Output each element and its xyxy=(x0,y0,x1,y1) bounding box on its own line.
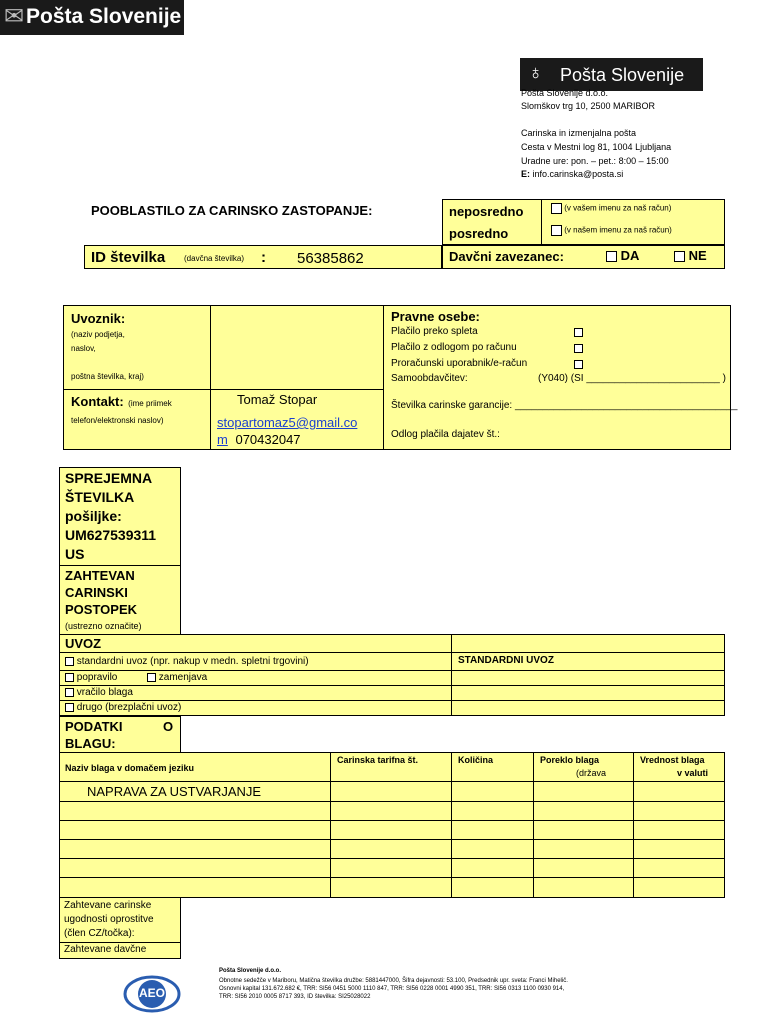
legal-budget: Proračunski uporabnik/e-račun xyxy=(391,358,528,369)
footer-l2: Obnotne sedežče v Mariboru, Matična številka družbe: 5881447000, Šifra dejavnosti: 53.100, Predsednik upr. sveta: Franci Mihelič. xyxy=(219,978,568,984)
contact-name[interactable]: Tomaž Stopar xyxy=(237,392,318,407)
contact-email-phone xyxy=(217,432,301,447)
standard-checkbox[interactable] xyxy=(65,657,74,666)
footer-l4: TRR: SI56 2010 0005 8717 393, ID številka: SI25028022 xyxy=(219,994,371,1000)
exchange-checkbox[interactable] xyxy=(147,673,156,682)
uvoz-exchange-option[interactable] xyxy=(147,672,207,683)
importer-line-2: naslov, xyxy=(71,344,96,353)
goods-col-line-3 xyxy=(533,753,534,897)
logo-text: Pošta Slovenije xyxy=(26,5,182,28)
contact-sub-2: telefon/elektronski naslov) xyxy=(71,416,164,425)
contact-label: Kontakt: xyxy=(71,394,124,409)
importer-line-3: poštna številka, kraj) xyxy=(71,372,144,381)
shipment-l2: ŠTEVILKA xyxy=(65,489,135,505)
representation-box xyxy=(442,199,725,245)
legal-title: Pravne osebe: xyxy=(391,309,480,324)
contact-sub-1: (ime priimek xyxy=(128,399,172,408)
shipment-number-box xyxy=(59,467,181,566)
uvoz-row-line-3 xyxy=(60,685,724,686)
legal-entities-box xyxy=(383,305,738,450)
uvoz-row-line-2 xyxy=(60,670,724,671)
authorization-title: POOBLASTILO ZA CARINSKO ZASTOPANJE: xyxy=(91,203,373,218)
exchange-label: zamenjava xyxy=(158,672,208,683)
procedure-l4: (ustrezno označite) xyxy=(65,621,142,631)
id-label: ID številka xyxy=(91,249,166,266)
uvoz-other-option[interactable] xyxy=(65,702,181,713)
budget-checkbox[interactable] xyxy=(574,360,583,369)
tax-payer-label: Davčni zavezanec: xyxy=(449,249,564,264)
importer-label-cell xyxy=(63,305,211,390)
other-checkbox[interactable] xyxy=(65,703,74,712)
goods-title-o: O xyxy=(163,719,174,734)
contact-value-cell xyxy=(210,389,384,450)
col-origin-sub: (država xyxy=(576,768,607,778)
posredno-note: (v našem imenu za naš račun) xyxy=(564,225,672,235)
contact-email-link[interactable]: stopartomaz5@gmail.co xyxy=(217,415,358,430)
legal-deferred: Plačilo z odlogom po računu xyxy=(391,342,517,353)
tax-da-option[interactable] xyxy=(606,248,639,263)
col-tariff-header: Carinska tarifna št. xyxy=(337,755,419,765)
goods-col-line-4 xyxy=(633,753,634,897)
goods-row-line-2 xyxy=(60,801,724,802)
deferred-checkbox[interactable] xyxy=(574,344,583,353)
goods-row-line-5 xyxy=(60,858,724,859)
goods-col-line-2 xyxy=(451,753,452,897)
procedure-l1: ZAHTEVAN xyxy=(65,568,135,583)
id-value[interactable]: 56385862 xyxy=(297,250,364,267)
shipment-number[interactable]: UM627539311 xyxy=(65,527,157,543)
col-origin-header: Poreklo blaga xyxy=(540,755,600,765)
da-checkbox[interactable] xyxy=(606,251,617,262)
goods-title-1: PODATKI xyxy=(65,719,123,734)
goods-table xyxy=(59,752,725,898)
goods-row-line-3 xyxy=(60,820,724,821)
exemptions-l3: (člen CZ/točka): xyxy=(64,928,135,939)
dept-street: Cesta v Mestni log 81, 1004 Ljubljana xyxy=(521,142,672,152)
col-value-sub: v valuti xyxy=(677,768,709,778)
legal-self-code[interactable]: (Y040) (SI ________________________ ) xyxy=(538,373,726,384)
contact-phone[interactable]: 070432047 xyxy=(235,432,301,447)
footer-l3: Osnovni kapital 131.672.682 €, TRR: SI56 0451 5000 1110 847, TRR: SI56 0228 0001 4990 351, TRR: SI56 0313 1100 0930 914, xyxy=(219,986,565,992)
online-checkbox[interactable] xyxy=(574,328,583,337)
contact-email-link-end[interactable]: m xyxy=(217,432,228,447)
divider xyxy=(541,200,542,244)
neposredno-option[interactable] xyxy=(551,203,671,214)
uvoz-return-option[interactable] xyxy=(65,687,133,698)
shipment-l3: pošiljke: xyxy=(65,508,122,524)
goods-item-1[interactable]: NAPRAVA ZA USTVARJANJE xyxy=(87,784,262,799)
id-colon: : xyxy=(261,249,266,266)
goods-title-box xyxy=(59,716,181,753)
ne-label: NE xyxy=(688,248,707,263)
contact-label-cell xyxy=(63,389,211,450)
exemptions-box xyxy=(59,897,181,943)
col-qty-header: Količina xyxy=(458,755,494,765)
goods-row-line-4 xyxy=(60,839,724,840)
posredno-checkbox[interactable] xyxy=(551,225,562,236)
return-label: vračilo blaga xyxy=(76,687,133,698)
repair-label: popravilo xyxy=(76,672,118,683)
legal-guarantee[interactable]: Številka carinske garancije: ________________________________________ xyxy=(391,400,738,411)
aeo-badge xyxy=(122,972,182,1016)
id-sub: (davčna številka) xyxy=(184,254,245,263)
col-name-header: Naziv blaga v domačem jeziku xyxy=(65,763,195,773)
exemptions-l1: Zahtevane carinske xyxy=(64,900,152,911)
goods-row-line-1 xyxy=(60,781,724,782)
uvoz-row-line-1 xyxy=(60,652,724,653)
importer-label: Uvoznik: xyxy=(71,311,126,326)
posta-logo-top-left xyxy=(0,0,184,35)
tax-exemptions-box xyxy=(59,942,181,959)
legal-deferral[interactable]: Odlog plačila dajatev št.: xyxy=(391,429,500,440)
neposredno-note: (v vašem imenu za naš račun) xyxy=(564,203,672,213)
shipment-number-suffix[interactable]: US xyxy=(65,546,85,562)
legal-self: Samoobdavčitev: xyxy=(391,373,468,384)
tax-exemptions-label: Zahtevane davčne xyxy=(64,944,147,955)
email-label: E: xyxy=(521,169,530,179)
other-label: drugo (brezplačni uvoz) xyxy=(76,702,182,713)
horn-icon: ♁ xyxy=(528,62,543,84)
importer-line-1: (naziv podjetja, xyxy=(71,330,125,339)
uvoz-title: UVOZ xyxy=(65,636,102,651)
uvoz-row-line-4 xyxy=(60,700,724,701)
shipment-l1: SPREJEMNA xyxy=(65,470,153,486)
standard-right-label: STANDARDNI UVOZ xyxy=(458,655,554,666)
company-name: Pošta Slovenije d.o.o. xyxy=(521,88,609,98)
neposredno-checkbox[interactable] xyxy=(551,203,562,214)
procedure-l3: POSTOPEK xyxy=(65,602,138,617)
standard-label: standardni uvoz (npr. nakup v medn. spletni trgovini) xyxy=(76,656,309,667)
da-label: DA xyxy=(620,248,640,263)
footer-l1: Pošta Slovenije d.o.o. xyxy=(219,968,282,974)
uvoz-standard-option[interactable] xyxy=(65,656,309,667)
legal-online: Plačilo preko spleta xyxy=(391,326,478,337)
ne-checkbox[interactable] xyxy=(674,251,685,262)
tax-ne-option[interactable] xyxy=(674,248,707,263)
repair-checkbox[interactable] xyxy=(65,673,74,682)
goods-col-line-1 xyxy=(330,753,331,897)
posta-logo-top-right xyxy=(520,58,703,91)
goods-title-2: BLAGU: xyxy=(65,736,116,751)
importer-value-cell[interactable] xyxy=(210,305,384,390)
uvoz-col-divider xyxy=(451,635,452,715)
col-value-header: Vrednost blaga xyxy=(640,755,705,765)
procedure-l2: CARINSKI xyxy=(65,585,128,600)
uvoz-repair-option[interactable] xyxy=(65,672,117,683)
contact-label-line xyxy=(71,393,172,411)
logo-globe-icon: ✉ xyxy=(4,3,25,30)
return-checkbox[interactable] xyxy=(65,688,74,697)
posredno-option[interactable] xyxy=(551,225,672,236)
company-street: Slomškov trg 10, 2500 MARIBOR xyxy=(521,101,656,111)
aeo-text: AEO xyxy=(139,986,166,1000)
tax-payer-box xyxy=(442,245,725,269)
email-value[interactable]: info.carinska@posta.si xyxy=(532,169,624,179)
logo-text: Pošta Slovenije xyxy=(560,65,685,85)
goods-row-line-6 xyxy=(60,877,724,878)
email-line xyxy=(521,169,623,179)
posredno-label: posredno xyxy=(449,226,509,241)
id-number-box xyxy=(84,245,442,269)
exemptions-l2: ugodnosti oprostitve xyxy=(64,914,154,925)
uvoz-table xyxy=(59,634,725,716)
procedure-box xyxy=(59,565,181,635)
neposredno-label: neposredno xyxy=(449,204,524,219)
office-hours: Uradne ure: pon. – pet.: 8:00 – 15:00 xyxy=(521,156,669,166)
dept-name: Carinska in izmenjalna pošta xyxy=(521,128,637,138)
